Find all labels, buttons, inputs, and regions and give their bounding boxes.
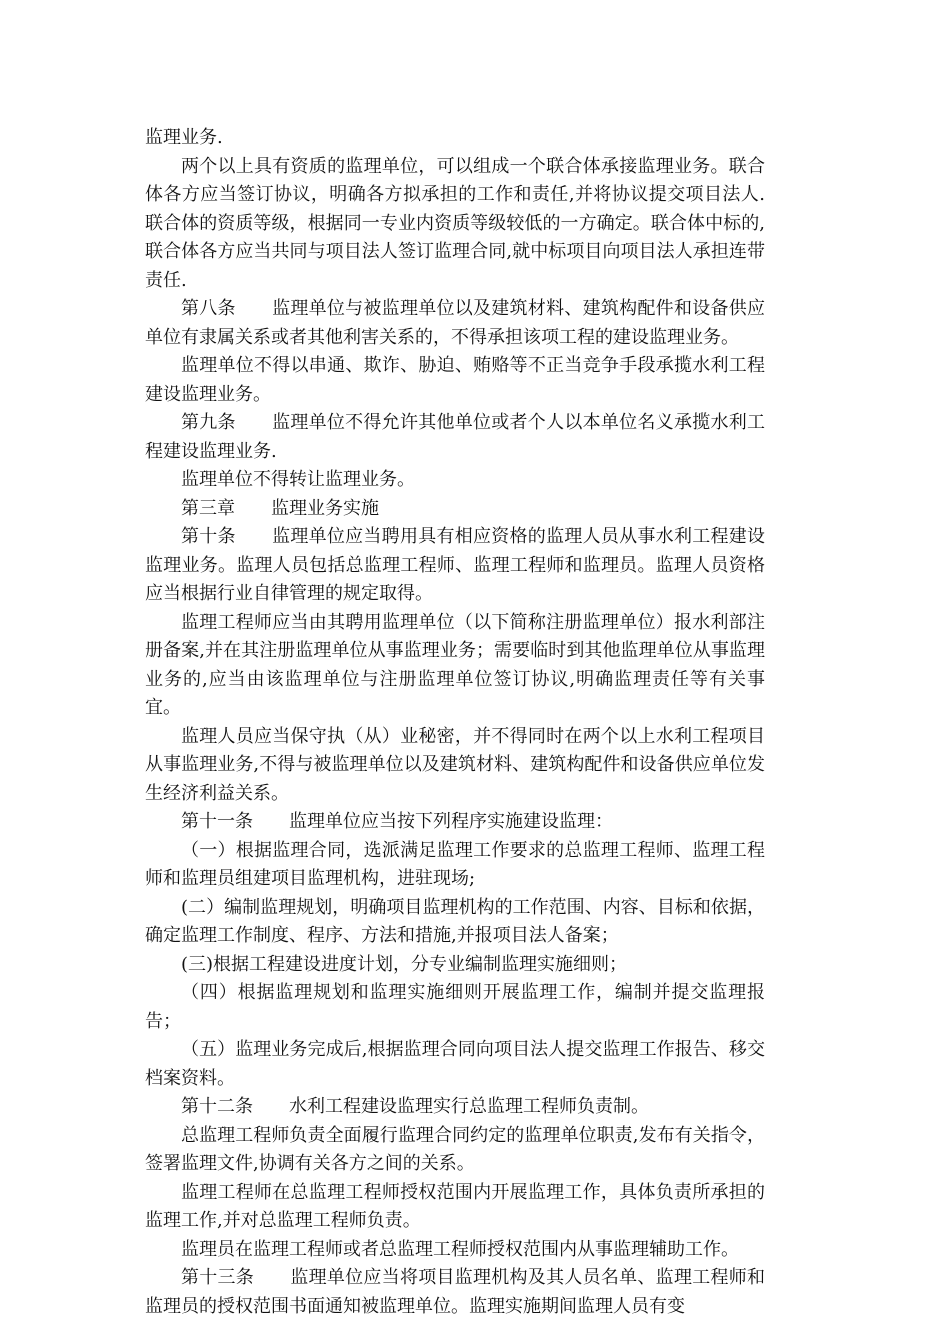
article-heading: 第九条 — [181, 412, 236, 433]
body-paragraph — [145, 979, 765, 1036]
paragraph-text: 监理业务实施 — [271, 497, 379, 519]
article-heading: 第十三条 — [181, 1267, 255, 1288]
body-paragraph — [145, 837, 765, 894]
paragraph-text: 两个以上具有资质的监理单位，可以组成一个联合体承接监理业务。联合体各方应当签订协议，明确各方拟承担的工作和责任,并将协议提交项目法人.联合体的资质等级，根据同一专业内资质等级较低的一方确定。联合体中标的,联合体各方应当共同与项目法人签订监理合同,就中标项目向项目法人承担连带责任. — [145, 155, 765, 291]
paragraph-text: (三)根据工程建设进度计划，分专业编制监理实施细则； — [181, 953, 628, 975]
paragraph-text: (二）编制监理规划，明确项目监理机构的工作范围、内容、目标和依据，确定监理工作制度、程序、方法和措施,并报项目法人备案； — [145, 896, 765, 946]
paragraph-text: 总监理工程师负责全面履行监理合同约定的监理单位职责,发布有关指令，签署监理文件,协调有关各方之间的关系。 — [145, 1124, 765, 1174]
article-paragraph — [145, 523, 765, 609]
body-paragraph — [145, 352, 765, 409]
article-paragraph — [145, 808, 765, 837]
paragraph-text: 监理员在监理工程师或者总监理工程师授权范围内从事监理辅助工作。 — [181, 1238, 739, 1260]
article-paragraph — [145, 1264, 765, 1321]
paragraph-text: 水利工程建设监理实行总监理工程师负责制。 — [289, 1096, 649, 1117]
article-heading: 第十条 — [181, 526, 236, 547]
body-paragraph — [145, 951, 765, 980]
body-paragraph — [145, 1036, 765, 1093]
body-paragraph — [145, 466, 765, 495]
body-paragraph — [145, 609, 765, 723]
paragraph-text: 监理业务. — [145, 127, 223, 148]
body-paragraph — [145, 894, 765, 951]
paragraph-text: 监理单位应当聘用具有相应资格的监理人员从事水利工程建设监理业务。监理人员包括总监理工程师、监理工程师和监理员。监理人员资格应当根据行业自律管理的规定取得。 — [145, 526, 766, 604]
body-paragraph — [145, 1236, 765, 1265]
body-paragraph — [145, 153, 765, 296]
article-paragraph — [145, 409, 765, 466]
article-paragraph — [145, 495, 765, 524]
body-paragraph — [145, 1122, 765, 1179]
paragraph-text: 监理单位不得允许其他单位或者个人以本单位名义承揽水利工程建设监理业务. — [145, 412, 766, 462]
article-paragraph — [145, 1093, 765, 1122]
paragraph-text: （一）根据监理合同，选派满足监理工作要求的总监理工程师、监理工程师和监理员组建项目监理机构，进驻现场; — [145, 839, 765, 889]
paragraph-text: （五）监理业务完成后,根据监理合同向项目法人提交监理工作报告、移交档案资料。 — [145, 1039, 765, 1089]
article-heading: 第十二条 — [181, 1096, 253, 1117]
paragraph-text: 监理单位应当将项目监理机构及其人员名单、监理工程师和监理员的授权范围书面通知被监理单位。监理实施期间监理人员有变 — [145, 1267, 766, 1317]
paragraph-text: 监理单位不得以串通、欺诈、胁迫、贿赂等不正当竞争手段承揽水利工程建设监理业务。 — [145, 355, 765, 405]
article-heading: 第十一条 — [181, 811, 253, 832]
article-heading: 第三章 — [181, 497, 235, 519]
paragraph-text: 监理单位与被监理单位以及建筑材料、建筑构配件和设备供应单位有隶属关系或者其他利害关系的，不得承担该项工程的建设监理业务。 — [145, 298, 766, 348]
article-paragraph — [145, 295, 765, 352]
paragraph-text: 监理单位应当按下列程序实施建设监理： — [289, 811, 613, 832]
paragraph-text: 监理工程师应当由其聘用监理单位（以下简称注册监理单位）报水利部注册备案,并在其注册监理单位从事监理业务；需要临时到其他监理单位从事监理业务的,应当由该监理单位与注册监理单位签订协议,明确监理责任等有关事宜。 — [145, 611, 765, 718]
paragraph-text: （四）根据监理规划和监理实施细则开展监理工作，编制并提交监理报告； — [145, 982, 765, 1032]
paragraph-text: 监理人员应当保守执（从）业秘密，并不得同时在两个以上水利工程项目从事监理业务,不得与被监理单位以及建筑材料、建筑构配件和设备供应单位发生经济利益关系。 — [145, 725, 765, 804]
body-paragraph — [145, 124, 765, 153]
body-paragraph — [145, 723, 765, 809]
paragraph-text: 监理工程师在总监理工程师授权范围内开展监理工作，具体负责所承担的监理工作,并对总监理工程师负责。 — [145, 1181, 765, 1231]
document-body — [145, 124, 765, 1321]
paragraph-text: 监理单位不得转让监理业务。 — [181, 469, 415, 490]
article-heading: 第八条 — [181, 298, 236, 319]
body-paragraph — [145, 1179, 765, 1236]
